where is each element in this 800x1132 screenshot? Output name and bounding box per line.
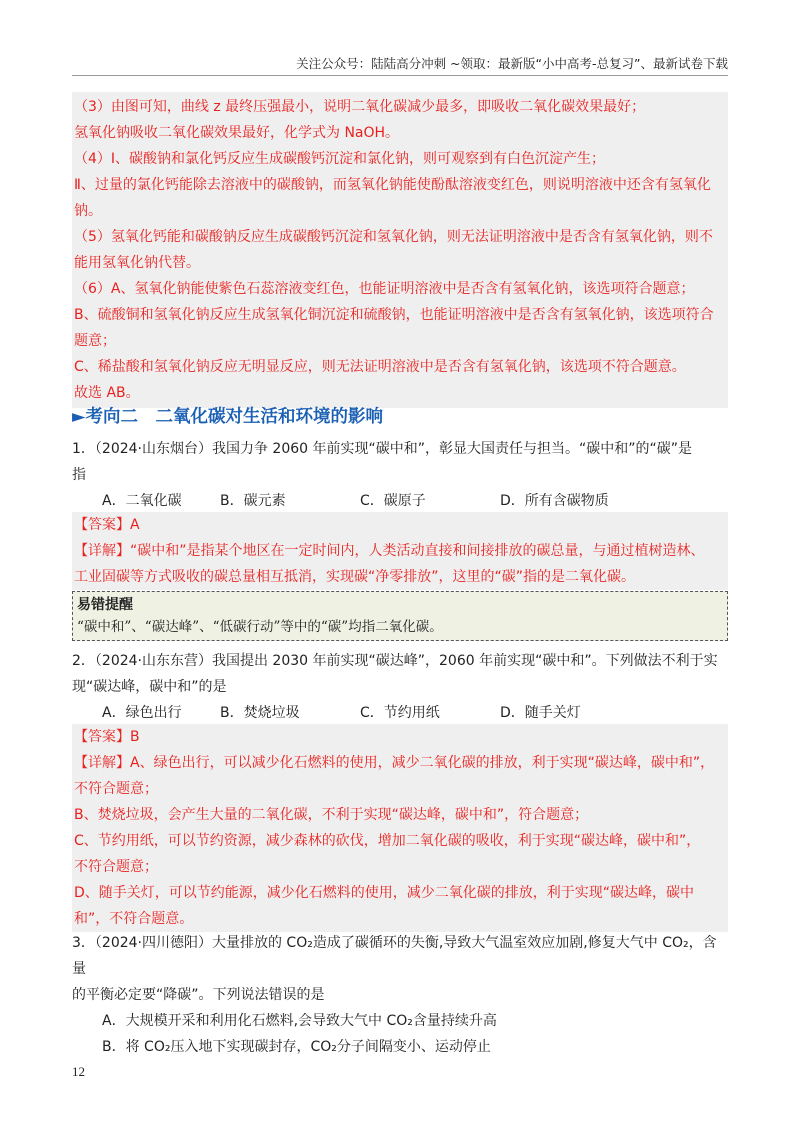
answer-line: 故选 AB。 [74,385,140,401]
option-b: B．将 CO₂压入地下实现碳封存，CO₂分子间隔变小、运动停止 [102,1039,491,1055]
option-a: A．绿色出行 [102,705,182,721]
page-number: 12 [72,1064,85,1079]
answer-block-1 [72,512,728,590]
previous-answer-block [72,92,728,408]
answer-line: （5）氢氧化钙能和碳酸钠反应生成碳酸钙沉淀和氢氧化钠，则无法证明溶液中是否含有氢氧化钠，则不 [74,229,713,245]
question-stem: 的平衡必定要“降碳”。下列说法错误的是 [72,987,325,1003]
answer-line: 氢氧化钠吸收二氧化碳效果最好，化学式为 NaOH。 [74,125,400,141]
detail-line: B、焚烧垃圾，会产生大量的二氧化碳，不利于实现“碳达峰，碳中和”，符合题意； [74,807,589,823]
answer-line: Ⅱ、过量的氯化钙能除去溶液中的碳酸钠，而氢氧化钠能使酚酞溶液变红色，则说明溶液中还含有氢氧化 [74,177,711,193]
section-title [72,404,728,430]
option-c: C．节约用纸 [360,705,440,721]
answer-line: 题意； [74,333,116,349]
answer-label: 【答案】 [74,517,130,533]
answer-line: （3）由图可知，曲线 z 最终压强最小，说明二氧化碳减少最多，即吸收二氧化碳效果最好； [74,99,646,115]
options-row [72,700,728,726]
answer-line [74,512,728,538]
answer-line: 钠。 [74,203,102,219]
option-a: A．大规模开采和利用化石燃料,会导致大气中 CO₂含量持续升高 [102,1013,497,1029]
header-rule [72,75,728,76]
detail-line: 【详解】“碳中和”是指某个地区在一定时间内，人类活动直接和间接排放的碳总量，与通过植树造林、 [74,543,705,559]
answer-line: C、稀盐酸和氢氧化钠反应无明显反应，则无法证明溶液中是否含有氢氧化钠，该选项不符合题意。 [74,359,686,375]
question-1 [72,436,728,514]
triangle-icon: ► [72,407,86,427]
detail-line: C、节约用纸，可以节约资源，减少森林的砍伐，增加二氧化碳的吸收，利于实现“碳达峰，碳中和”， [74,833,701,849]
section-title-text: 考向二 二氧化碳对生活和环境的影响 [85,407,383,427]
answer-block-2 [72,724,728,932]
question-2 [72,648,728,726]
detail-line: 不符合题意； [74,781,158,797]
question-stem: 2．（2024·山东东营）我国提出 2030 年前实现“碳达峰”，2060 年前实现“碳中和”。下列做法不利于实 [72,653,718,669]
tip-box [72,591,728,641]
question-stem: 现“碳达峰，碳中和”的是 [72,679,227,695]
option-c: C．碳原子 [360,493,426,509]
answer-line: （6）A、氢氧化钠能使紫色石蕊溶液变红色，也能证明溶液中是否含有氢氧化钠，该选项符合题意； [74,281,695,297]
detail-line: 和”，不符合题意。 [74,911,194,927]
options-row [72,488,728,514]
question-stem: 3．（2024·四川德阳）大量排放的 CO₂造成了碳循环的失衡,导致大气温室效应加剧,修复大气中 CO₂，含量 [72,935,717,977]
page-header: 关注公众号：陆陆高分冲刺 ~领取：最新版“小中高考-总复习”、最新试卷下载 [296,56,728,71]
option-b: B．焚烧垃圾 [220,705,300,721]
answer-value: A [130,517,140,533]
answer-value: B [130,729,140,745]
detail-line: 【详解】A、绿色出行，可以减少化石燃料的使用，减少二氧化碳的排放，利于实现“碳达峰，碳中和”， [74,755,715,771]
answer-label: 【答案】 [74,729,130,745]
detail-line: 工业固碳等方式吸收的碳总量相互抵消，实现碳“净零排放”，这里的“碳”指的是二氧化碳。 [74,569,636,585]
question-stem: 指 [72,467,86,483]
answer-line: 能用氢氧化钠代替。 [74,255,200,271]
tip-title: 易错提醒 [77,597,133,613]
tip-body: “碳中和”、“碳达峰”、“低碳行动”等中的“碳”均指二氧化碳。 [77,619,443,635]
answer-line [74,724,728,750]
option-d: D．随手关灯 [500,705,581,721]
answer-line: （4）Ⅰ、碳酸钠和氯化钙反应生成碳酸钙沉淀和氯化钠，则可观察到有白色沉淀产生； [74,151,606,167]
option-d: D．所有含碳物质 [500,493,609,509]
option-b: B．碳元素 [220,493,286,509]
question-stem: 1．（2024·山东烟台）我国力争 2060 年前实现“碳中和”，彰显大国责任与担当。“碳中和”的“碳”是 [72,441,693,457]
detail-line: 不符合题意； [74,859,158,875]
detail-line: D、随手关灯，可以节约能源，减少化石燃料的使用，减少二氧化碳的排放，利于实现“碳达峰，碳中 [74,885,695,901]
question-3 [72,930,728,1060]
option-a: A．二氧化碳 [102,493,182,509]
answer-line: B、硫酸铜和氢氧化钠反应生成氢氧化铜沉淀和硫酸钠，也能证明溶液中是否含有氢氧化钠，该选项符合 [74,307,714,323]
